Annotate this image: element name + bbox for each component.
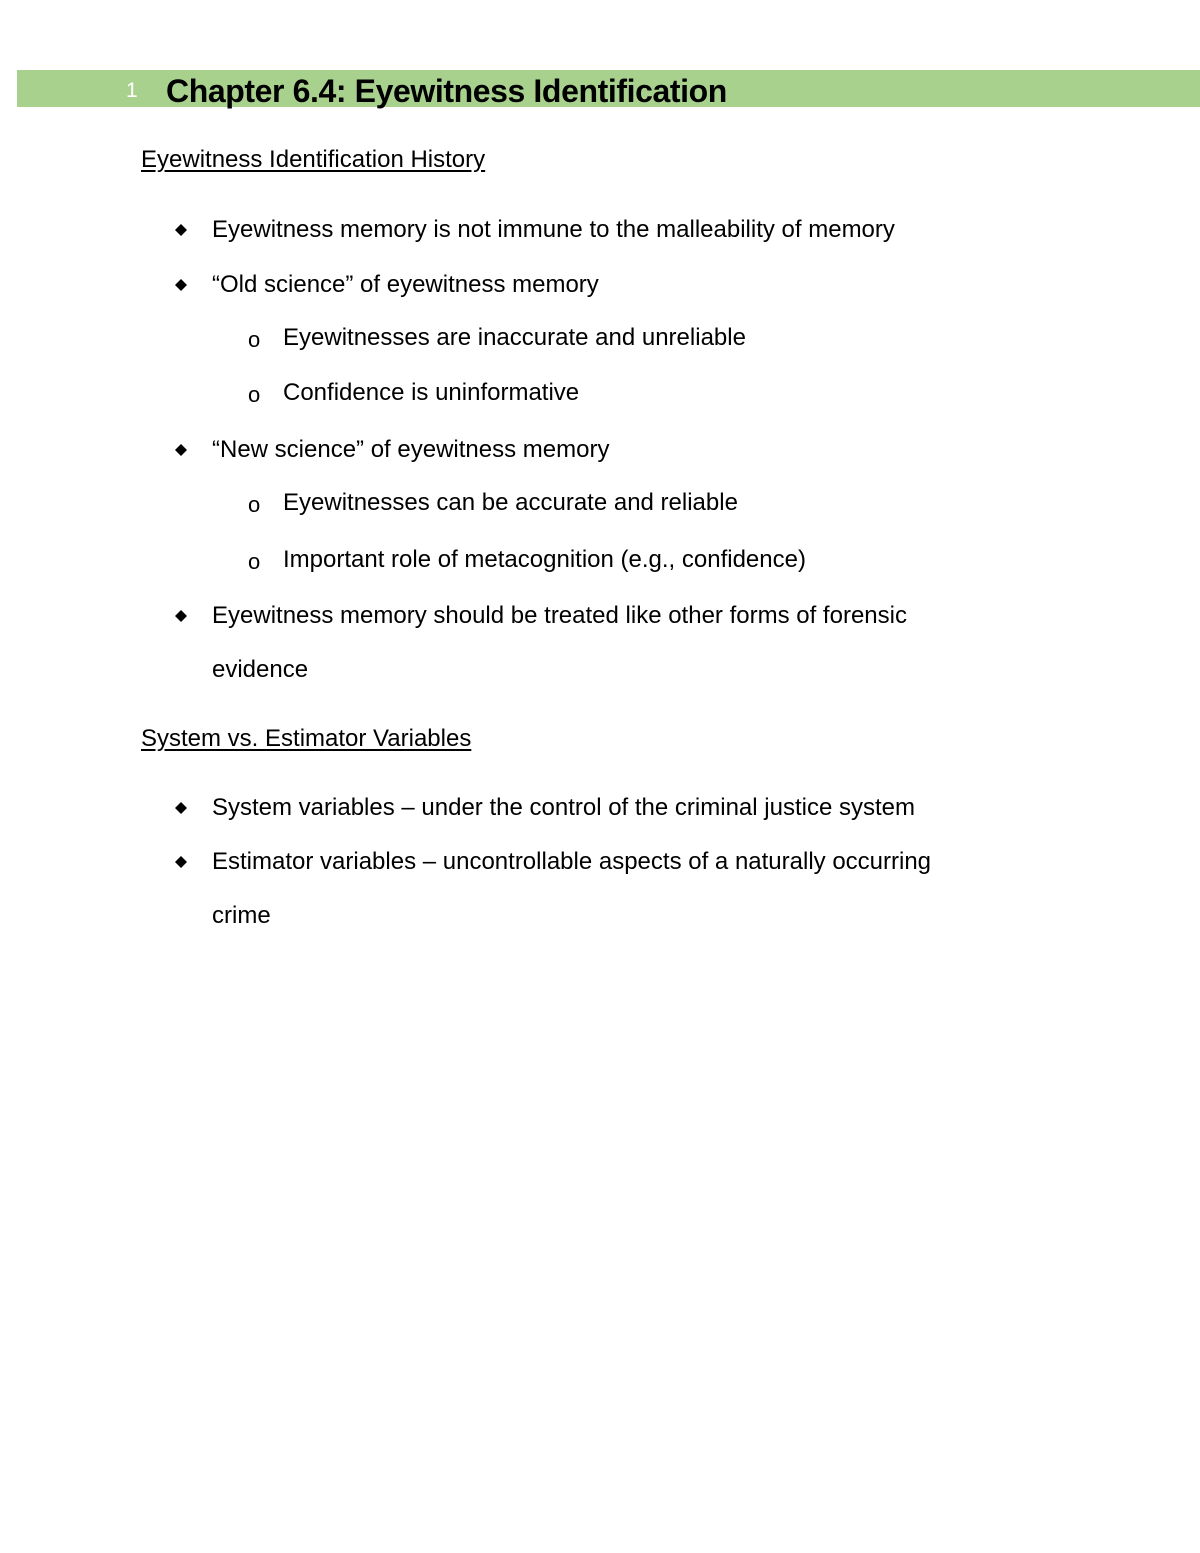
list-item: Estimator variables – uncontrollable aspects of a naturally occurring: [212, 848, 932, 875]
page-title: Chapter 6.4: Eyewitness Identification: [166, 73, 727, 109]
list-item: Eyewitness memory should be treated like other forms of forensic: [212, 602, 907, 629]
section-heading-variables: System vs. Estimator Variables: [141, 725, 472, 752]
list-item-continuation: crime: [212, 902, 271, 929]
sub-bullet-marker: o: [248, 549, 261, 574]
diamond-bullet-icon: [175, 610, 187, 622]
list-item: “Old science” of eyewitness memory: [212, 271, 599, 298]
diamond-bullet-icon: [175, 279, 187, 291]
sub-list-item: Important role of metacognition (e.g., confidence): [283, 546, 806, 573]
diamond-bullet-icon: [175, 802, 187, 814]
sub-list-item: Confidence is uninformative: [283, 379, 580, 406]
sub-bullet-marker: o: [248, 382, 261, 407]
sub-list-item: Eyewitnesses are inaccurate and unreliable: [283, 324, 746, 351]
diamond-bullet-icon: [175, 444, 187, 456]
section-heading-history: Eyewitness Identification History: [141, 146, 486, 173]
sub-bullet-marker: o: [248, 327, 261, 352]
sub-bullet-marker: o: [248, 492, 261, 517]
list-item: System variables – under the control of the criminal justice system: [212, 794, 915, 821]
diamond-bullet-icon: [175, 224, 187, 236]
list-item: Eyewitness memory is not immune to the malleability of memory: [212, 216, 895, 243]
list-item-continuation: evidence: [212, 656, 309, 683]
list-item: “New science” of eyewitness memory: [212, 436, 610, 463]
diamond-bullet-icon: [175, 856, 187, 868]
sub-list-item: Eyewitnesses can be accurate and reliable: [283, 489, 738, 516]
heading-number: 1: [126, 79, 138, 102]
